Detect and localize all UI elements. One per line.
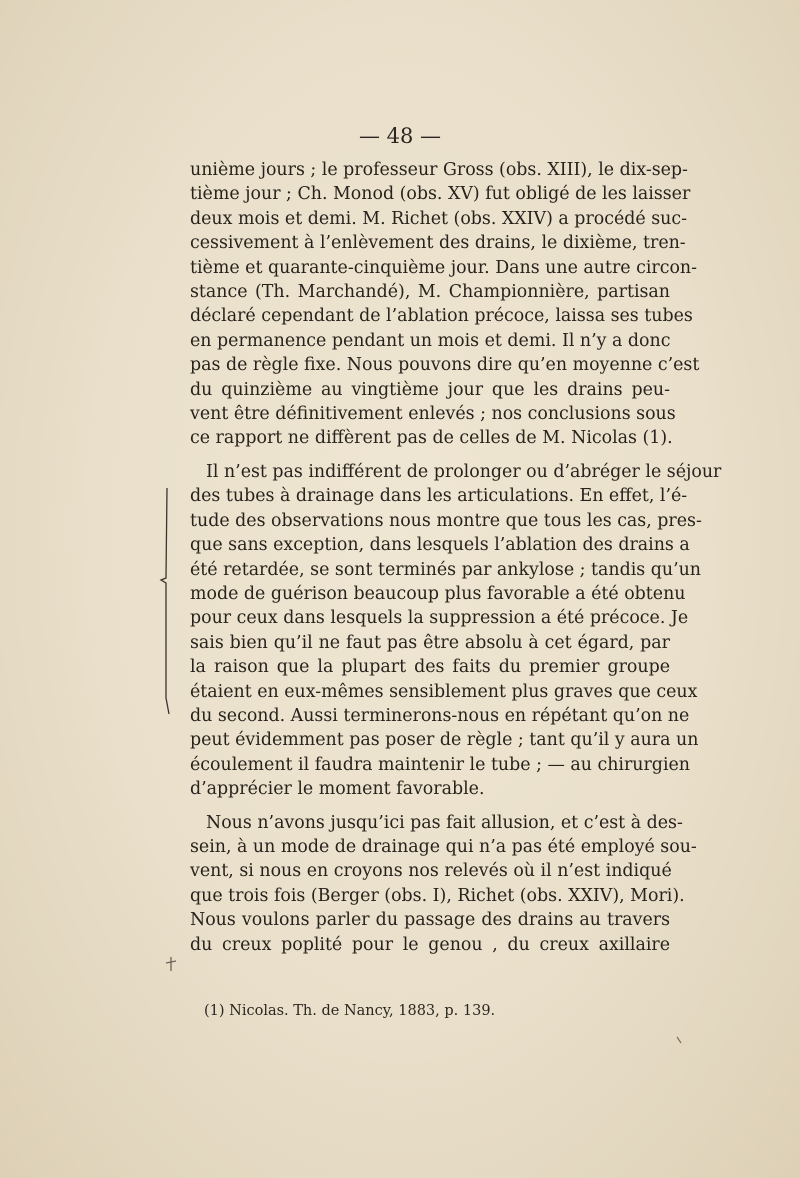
body-text (190, 158, 722, 957)
paragraph-1 (190, 158, 700, 451)
text-line: ce rapport ne diffèrent pas de celles de M. Nicolas (1). (190, 428, 673, 449)
text-line: du quinzième au vingtième jour que les drains peu- (190, 379, 670, 400)
text-line: vent, si nous en croyons nos relevés où il n’est indiqué (190, 861, 672, 882)
text-line: Nous voulons parler du passage des drains au travers (190, 910, 670, 931)
text-line: Nous n’avons jusqu’ici pas fait allusion, et c’est à des- (206, 812, 683, 833)
text-line: tude des observations nous montre que tous les cas, pres- (190, 510, 702, 531)
paragraph-3 (190, 811, 697, 957)
text-line: la raison que la plupart des faits du premier groupe (190, 657, 670, 678)
text-line: unième jours ; le professeur Gross (obs. XIII), le dix-sep- (190, 160, 688, 180)
footnote: (1) Nicolas. Th. de Nancy, 1883, p. 139. (204, 1003, 496, 1019)
text-line: étaient en eux-mêmes sensiblement plus graves que ceux (190, 681, 698, 702)
text-line: mode de guérison beaucoup plus favorable a été obtenu (190, 583, 686, 604)
paragraph-2 (190, 460, 722, 802)
text-line: en permanence pendant un mois et demi. Il n’y a donc (190, 330, 671, 351)
text-line: d’apprécier le moment favorable. (190, 779, 485, 800)
text-line: du creux poplité pour le genou , du creux axillaire (190, 934, 670, 955)
text-line: déclaré cependant de l’ablation précoce, laissa ses tubes (190, 306, 693, 327)
text-line: stance (Th. Marchandé), M. Championnière, partisan (190, 282, 670, 303)
text-line: peut évidemment pas poser de règle ; tant qu’il y aura un (190, 730, 699, 751)
text-line: pas de règle fixe. Nous pouvons dire qu’en moyenne c’est (190, 355, 700, 376)
ink-speck (676, 1036, 682, 1044)
text-line: Il n’est pas indifférent de prolonger ou d’abréger le séjour (206, 461, 722, 482)
text-line: été retardée, se sont terminés par ankylose ; tandis qu’un (190, 559, 701, 580)
text-line: vent être définitivement enlevés ; nos conclusions sous (190, 404, 676, 425)
page-number: — 48 — (358, 124, 442, 148)
text-line: deux mois et demi. M. Richet (obs. XXIV) a procédé suc- (190, 208, 687, 229)
text-line: pour ceux dans lesquels la suppression a été précoce. Je (190, 608, 689, 629)
text-line: sein, à un mode de drainage qui n’a pas été employé sou- (190, 836, 697, 857)
margin-cross-mark (164, 956, 178, 972)
text-line: des tubes à drainage dans les articulations. En effet, l’é- (190, 486, 688, 507)
text-line: que sans exception, dans lesquels l’ablation des drains a (190, 535, 690, 556)
text-line: tième jour ; Ch. Monod (obs. XV) fut obligé de les laisser (190, 184, 691, 205)
text-line: sais bien qu’il ne faut pas être absolu à cet égard, par (190, 632, 670, 653)
text-line: du second. Aussi terminerons-nous en répétant qu’on ne (190, 705, 690, 726)
text-line: cessivement à l’enlèvement des drains, le dixième, tren- (190, 233, 686, 254)
margin-bracket-mark (158, 488, 172, 714)
text-line: que trois fois (Berger (obs. I), Richet (obs. XXIV), Mori). (190, 885, 685, 906)
text-line: tième et quarante-cinquième jour. Dans une autre circon- (190, 257, 697, 278)
text-line: écoulement il faudra maintenir le tube ; — au chirurgien (190, 754, 690, 775)
